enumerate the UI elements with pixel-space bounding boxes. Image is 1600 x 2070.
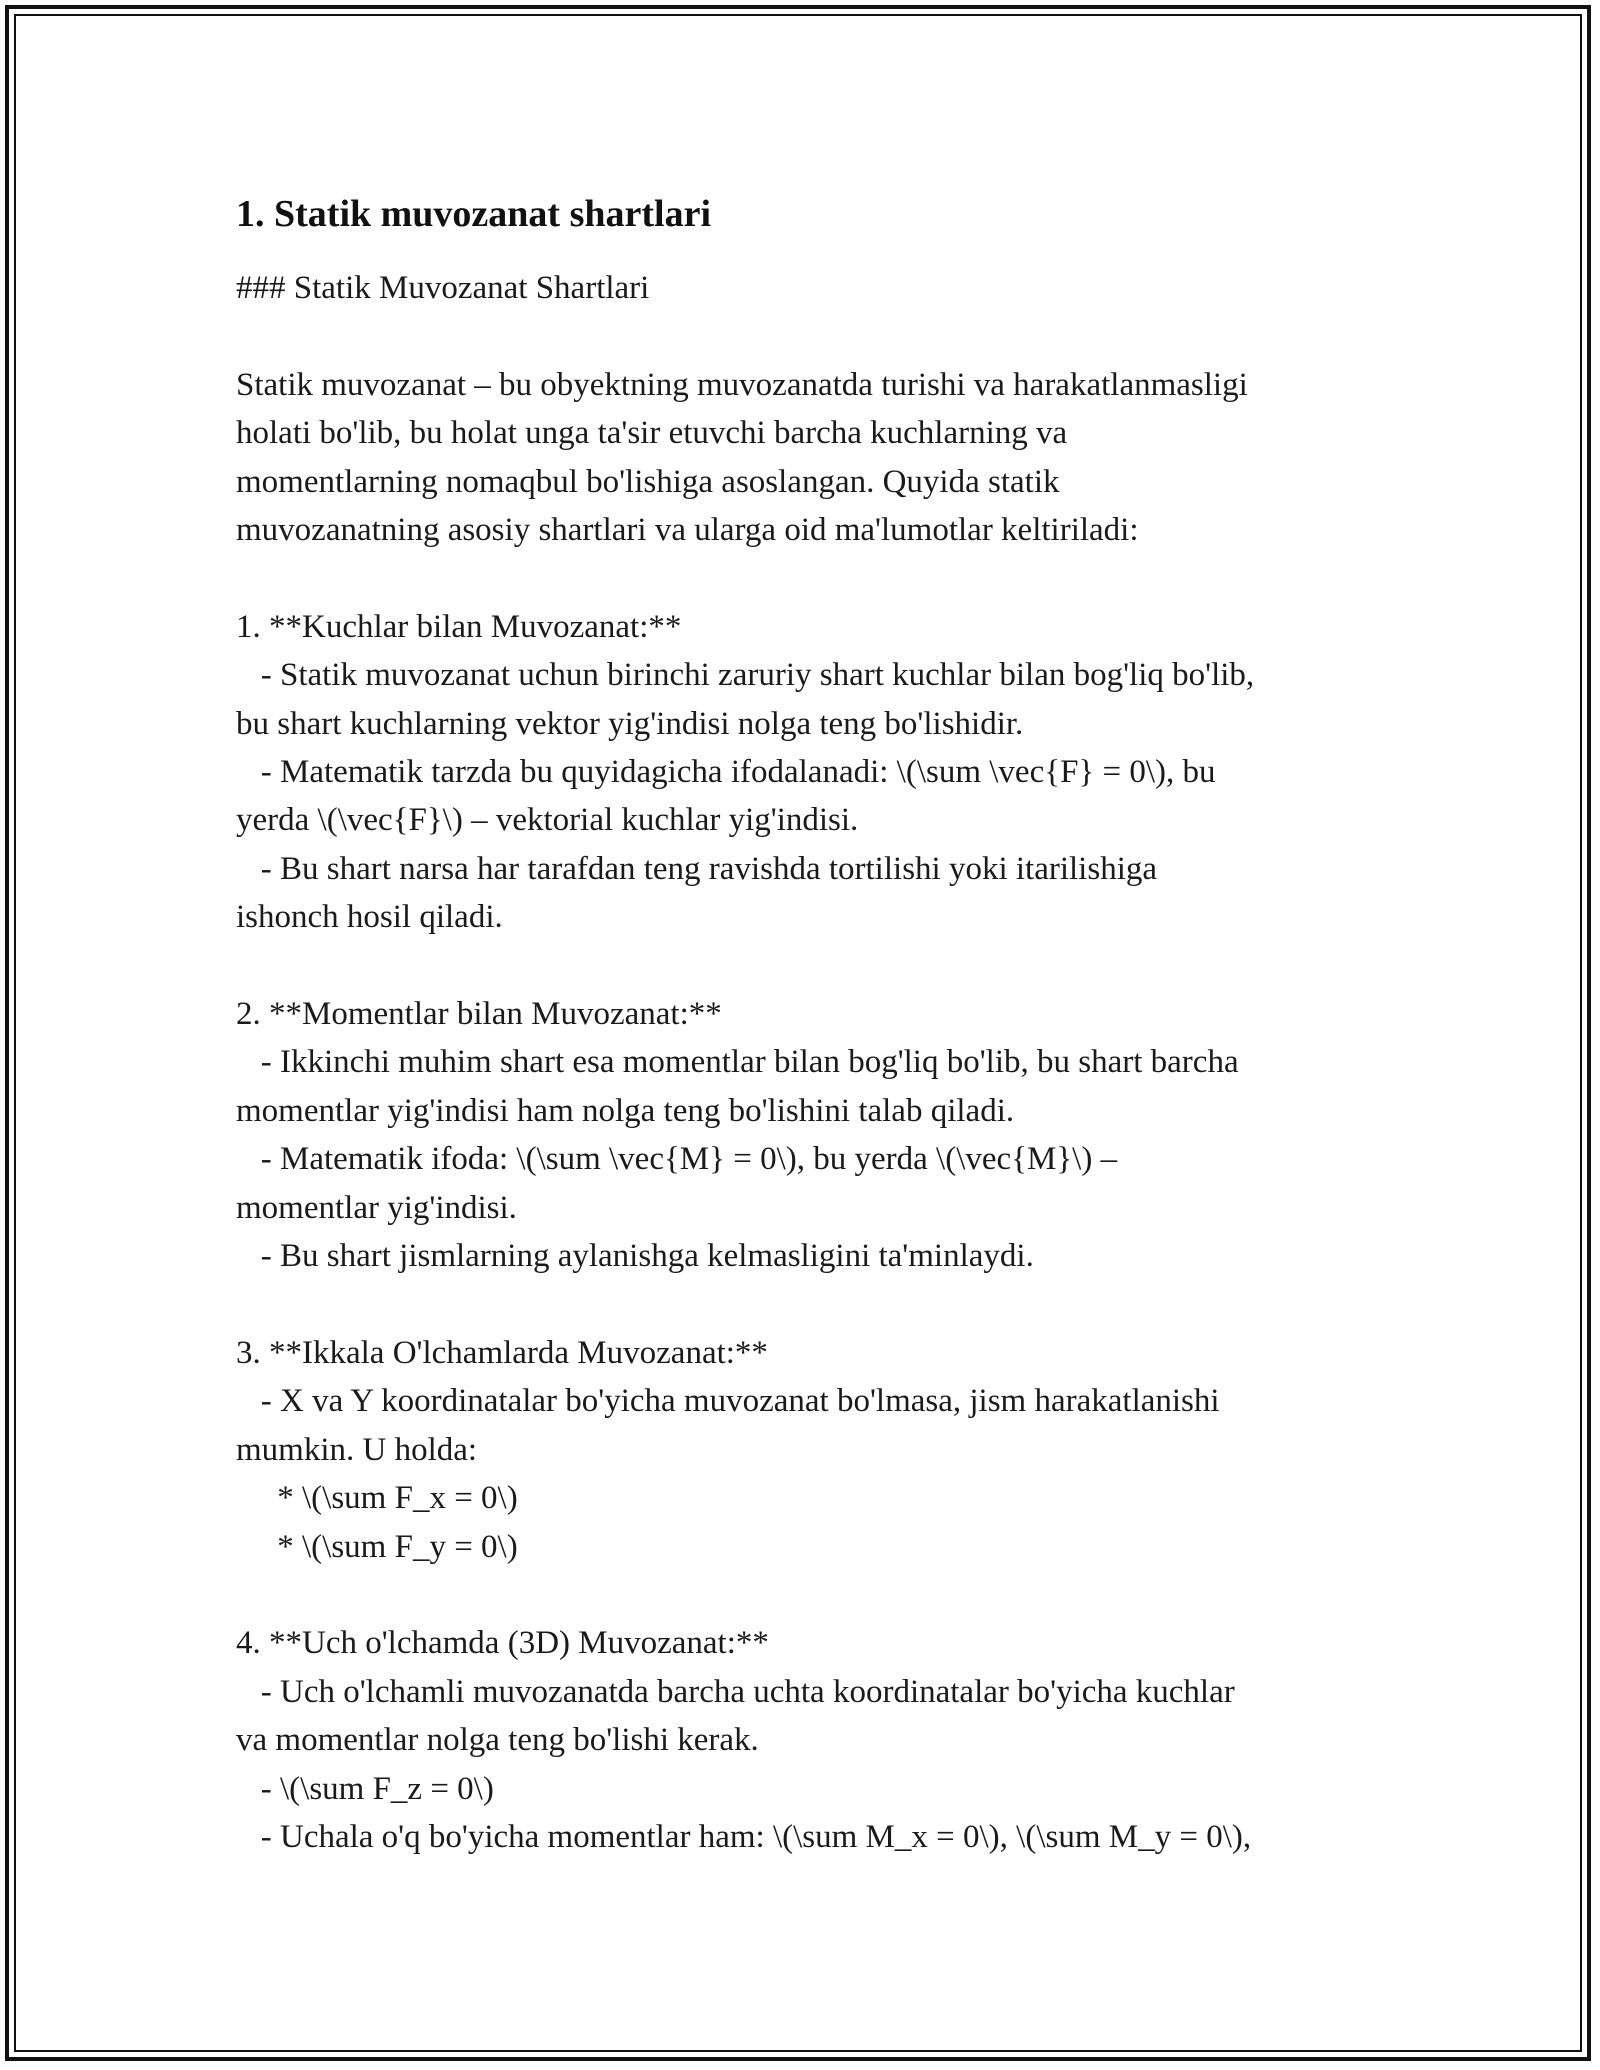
- document-body: [236, 184, 1386, 1861]
- section-heading: 2. **Momentlar bilan Muvozanat:**: [236, 996, 722, 1033]
- spacer: [236, 554, 1386, 602]
- spacer: [236, 312, 1386, 360]
- section-1: [236, 603, 1386, 942]
- section-heading: 3. **Ikkala O'lchamlarda Muvozanat:**: [236, 1334, 768, 1371]
- section-heading: 4. **Uch o'lchamda (3D) Muvozanat:**: [236, 1625, 769, 1662]
- section-body: - Statik muvozanat uchun birinchi zaruriy shart kuchlar bilan bog'liq bo'lib, bu shart kuchlarning vektor yig'indisi nolga teng bo'lishidir. - Matematik tarzda bu quyidagicha ifodalanadi: \(\sum \vec{F} = 0\), bu yerda \(\vec{F}\) – vektorial kuchlar yig'indisi. - Bu shart narsa har tarafdan teng ravishda tortilishi yoki itarilishiga ishonch hosil qiladi.: [236, 657, 1255, 936]
- page-title: 1. Statik muvozanat shartlari: [236, 193, 711, 235]
- subheading: ### Statik Muvozanat Shartlari: [236, 270, 650, 306]
- section-heading: 1. **Kuchlar bilan Muvozanat:**: [236, 608, 682, 645]
- section-4: [236, 1619, 1386, 1861]
- section-body: - Ikkinchi muhim shart esa momentlar bilan bog'liq bo'lib, bu shart barcha momentlar yig'indisi ham nolga teng bo'lishini talab qiladi. - Matematik ifoda: \(\sum \vec{M} = 0\), bu yerda \(\vec{M}\) – momentlar yig'indisi. - Bu shart jismlarning aylanishga kelmasligini ta'minlaydi.: [236, 1044, 1239, 1275]
- section-2: [236, 990, 1386, 1280]
- section-body: - Uch o'lchamli muvozanatda barcha uchta koordinatalar bo'yicha kuchlar va momentlar nolga teng bo'lishi kerak. - \(\sum F_z = 0\) - Uchala o'q bo'yicha momentlar ham: \(\sum M_x = 0\), \(\sum M_y = 0\),: [236, 1673, 1252, 1855]
- intro-paragraph: Statik muvozanat – bu obyektning muvozanatda turishi va harakatlanmasligi holati bo'lib, bu holat unga ta'sir etuvchi barcha kuchlarning va momentlarning nomaqbul bo'lishiga asoslangan. Quyida statik muvozanatning asosiy shartlari va ularga oid ma'lumotlar keltiriladi:: [236, 366, 1248, 549]
- spacer: [236, 1280, 1386, 1328]
- section-body: - X va Y koordinatalar bo'yicha muvozanat bo'lmasa, jism harakatlanishi mumkin. U holda: * \(\sum F_x = 0\) * \(\sum F_y = 0\): [236, 1383, 1220, 1565]
- spacer: [236, 1571, 1386, 1619]
- spacer: [236, 942, 1386, 990]
- section-3: [236, 1329, 1386, 1571]
